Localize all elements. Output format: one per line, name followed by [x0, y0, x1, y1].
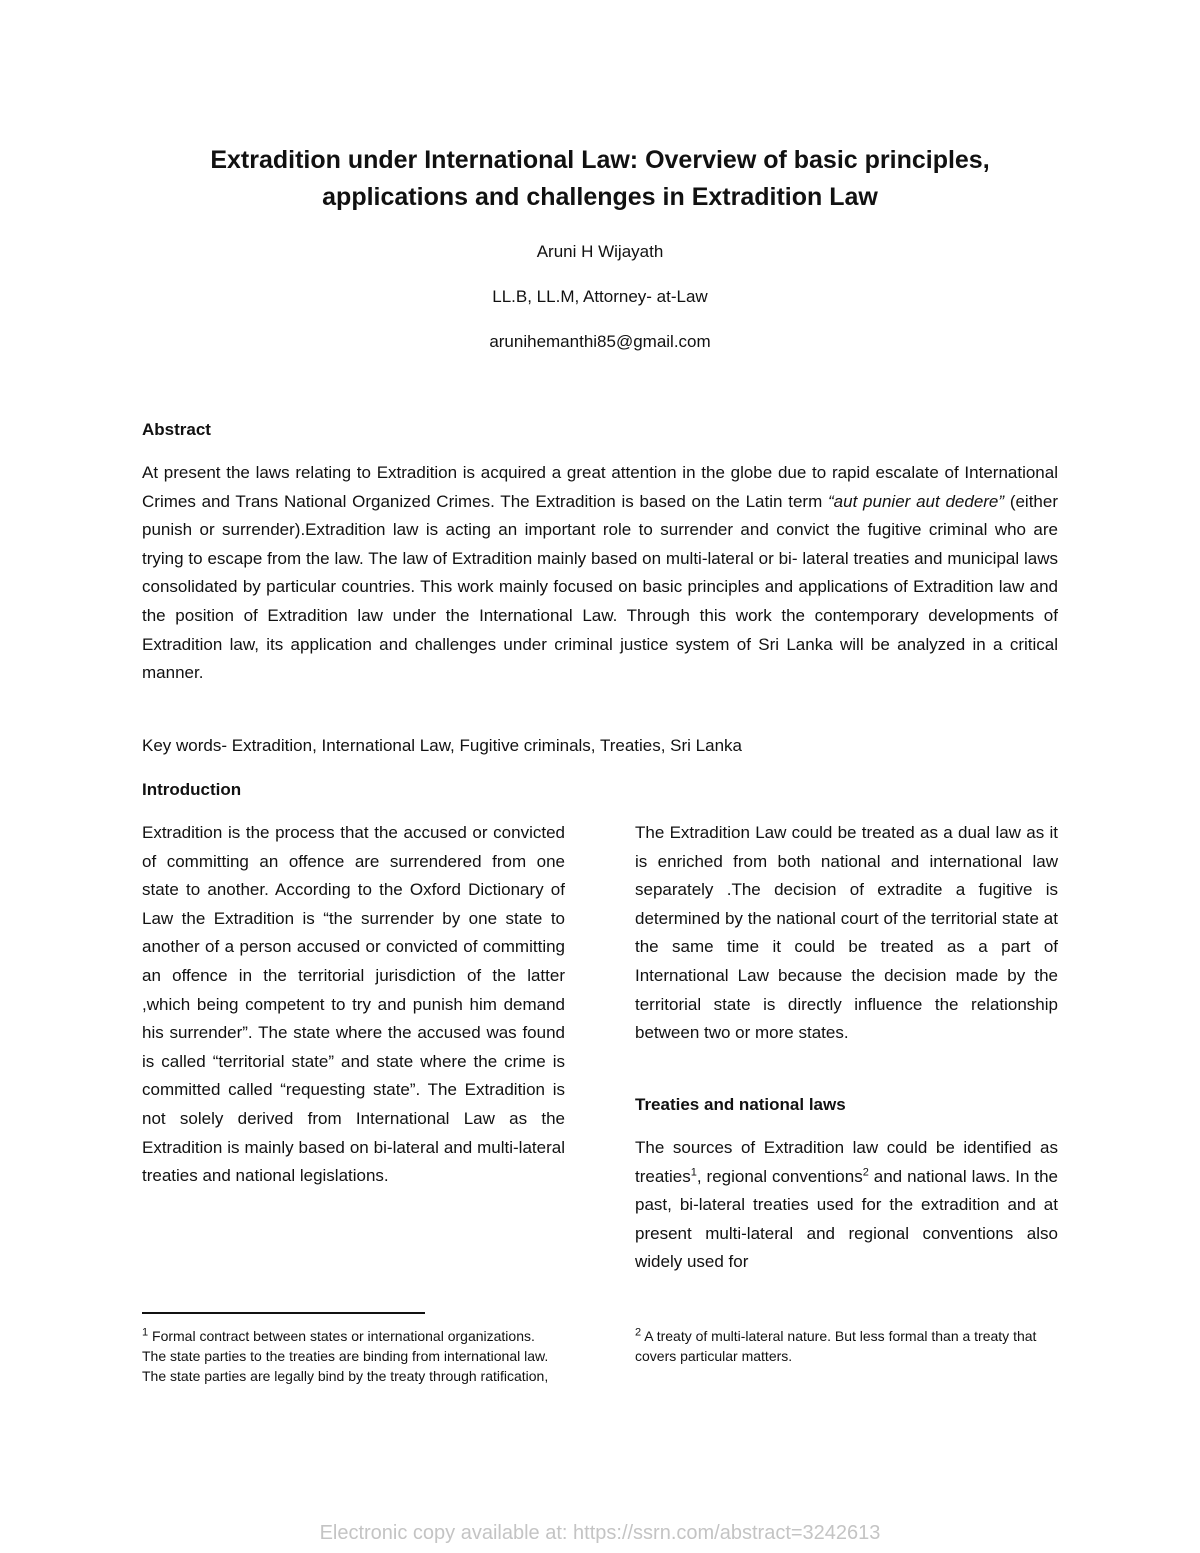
title-line-2: applications and challenges in Extradition Law: [322, 183, 878, 211]
footnote-ref-2[interactable]: 2: [862, 1165, 869, 1178]
footnote-1: [142, 1326, 562, 1386]
introduction-left-column: Extradition is the process that the accused or convicted of committing an offence are surrendered from one state to another. According to the Oxford Dictionary of Law the Extradition is “the surrender by one state to another of a person accused or convicted of committing an offence in the territorial jurisdiction of the latter ,which being competent to try and punish him demand his surrender”. The state where the accused was found is called “territorial state” and state where the crime is committed called “requesting state”. The Extradition is not solely derived from International Law as the Extradition is mainly based on bi-lateral and multi-lateral treaties and national legislations.: [142, 823, 565, 1186]
introduction-heading: Introduction: [142, 780, 242, 799]
author-email: arunihemanthi85@gmail.com: [489, 332, 711, 351]
treaties-paragraph: [635, 1134, 1058, 1277]
ssrn-footer: Electronic copy available at: https://ssrn.com/abstract=3242613: [319, 1522, 881, 1544]
title-line-1: Extradition under International Law: Overview of basic principles,: [210, 146, 990, 174]
treaties-heading: Treaties and national laws: [635, 1095, 846, 1114]
abstract-text-part-1: At present the laws relating to Extradition is acquired a great attention in the globe due to rapid escalate of International Crimes and Trans National Organized Crimes. The Extradition is based on the Latin term: [142, 463, 1058, 511]
paper-title: [100, 142, 1100, 216]
footnote-divider: [142, 1312, 425, 1314]
abstract-heading: Abstract: [142, 420, 211, 439]
footnote-1-text: Formal contract between states or international organizations. The state parties to the treaties are binding from international law. The state parties are legally bind by the treaty through ratification,: [142, 1328, 549, 1384]
latin-term: “aut punier aut dedere”: [828, 491, 1005, 511]
author-credentials: LL.B, LL.M, Attorney- at-Law: [492, 287, 708, 306]
footnote-ref-1[interactable]: 1: [690, 1165, 697, 1178]
keywords: Key words- Extradition, International Law, Fugitive criminals, Treaties, Sri Lanka: [142, 736, 742, 755]
footnote-1-marker: 1: [142, 1326, 149, 1339]
abstract-text-part-2: (either punish or surrender).Extradition law is acting an important role to surrender and convict the fugitive criminal who are trying to escape from the law. The law of Extradition mainly based on multi-lateral or bi- lateral treaties and municipal laws consolidated by particular countries. This work mainly focused on basic principles and applications of Extradition law and the position of Extradition law under the International Law. Through this work the contemporary developments of Extradition law, its application and challenges under criminal justice system of Sri Lanka will be analyzed in a critical manner.: [142, 491, 1059, 683]
introduction-right-column: The Extradition Law could be treated as a dual law as it is enriched from both national and international law separately .The decision of extradite a fugitive is determined by the national court of the territorial state at the same time it could be treated as a part of International Law because the decision made by the territorial state is directly influence the relationship between two or more states.: [635, 823, 1058, 1043]
footnote-2-marker: 2: [635, 1326, 642, 1339]
treaties-text-part-3: and national laws. In the past, bi-lateral treaties used for the extradition and at present multi-lateral and regional conventions also widely used for: [635, 1166, 1058, 1272]
treaties-text-part-1: The sources of Extradition law could be identified as treaties: [635, 1138, 1058, 1186]
abstract-paragraph: [142, 459, 1058, 688]
treaties-text-part-2: , regional conventions: [696, 1166, 863, 1186]
footnote-2: [635, 1326, 1055, 1366]
author-name: Aruni H Wijayath: [536, 242, 664, 261]
footnote-2-text: A treaty of multi-lateral nature. But less formal than a treaty that covers particular matters.: [635, 1328, 1037, 1364]
